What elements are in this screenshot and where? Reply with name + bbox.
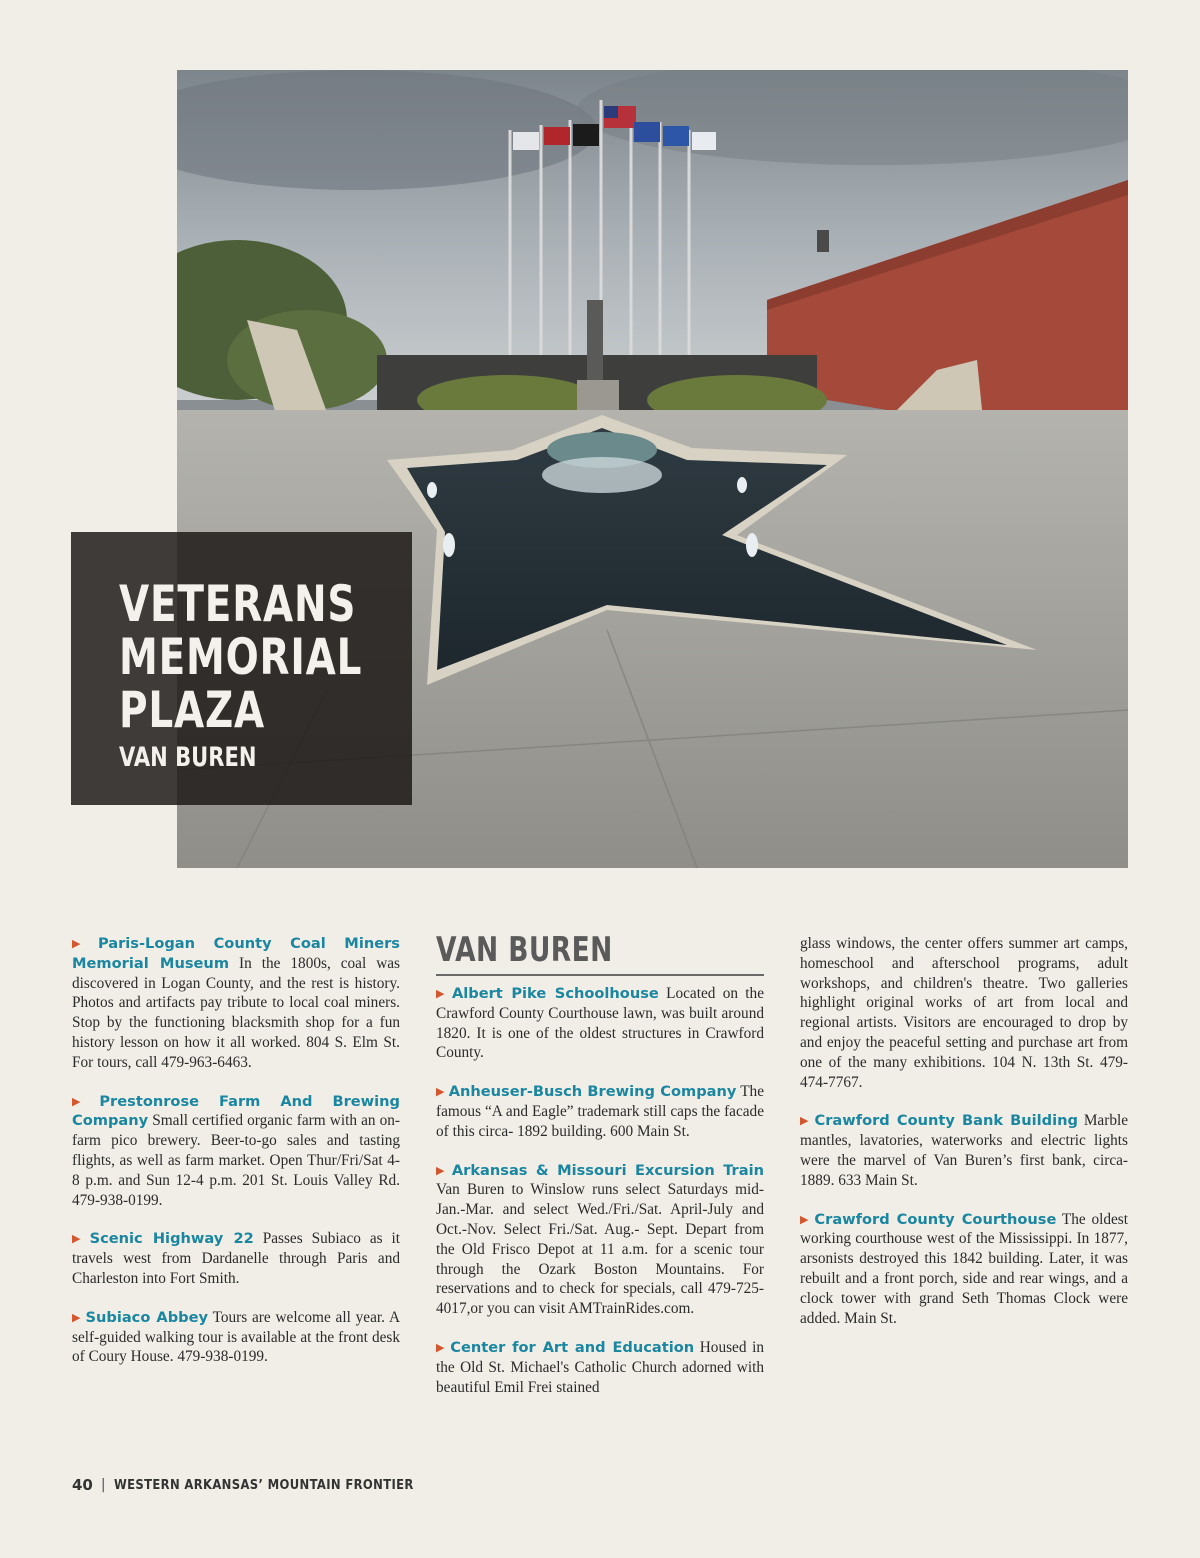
section-heading bbox=[436, 930, 764, 976]
entry-name: Scenic Highway 22 bbox=[89, 1230, 254, 1248]
entry-text: The oldest working courthouse west of the Mississippi. In 1877, arsonists destroyed this 1842 building. Later, it was rebuilt and a front porch, side and rear wings, and a clock tower with grand Seth Thomas Clock were added. Main St. bbox=[800, 1210, 1128, 1327]
arrow-icon: ▶ bbox=[72, 1310, 82, 1324]
entry-text: glass windows, the center offers summer art camps, homeschool and afterschool programs, adult workshops, and children's theatre. Two galleries highlight original works of art from local and regional artists. Visitors are encouraged to drop by and enjoy the peaceful setting and purchase art from one of the many exhibitions. 104 N. 13th St. 479-474-7767. bbox=[800, 935, 1128, 1091]
entry-text: Marble mantles, lavatories, waterworks and electric lights were the marvel of Van Buren’s first bank, circa-1889. 633 Main St. bbox=[800, 1112, 1129, 1189]
page-footer bbox=[72, 1476, 462, 1494]
entry-name: Paris-Logan County Coal Miners Memorial Museum bbox=[72, 935, 400, 972]
feature-subtitle: VAN BUREN bbox=[119, 742, 257, 773]
continued-text bbox=[800, 934, 1128, 1092]
list-item bbox=[436, 1082, 764, 1141]
feature-title: VETERANS MEMORIAL PLAZA bbox=[119, 575, 363, 739]
arrow-icon: ▶ bbox=[436, 1340, 447, 1354]
entry-name: Center for Art and Education bbox=[450, 1338, 695, 1356]
arrow-icon: ▶ bbox=[800, 1212, 811, 1226]
footer-separator: | bbox=[100, 1477, 106, 1493]
arrow-icon: ▶ bbox=[72, 937, 94, 950]
entry-text: Passes Subiaco as it travels west from Dardanelle through Paris and Charleston into Fort Smith. bbox=[72, 1230, 400, 1287]
entry-text: Located on the Crawford County Courthouse lawn, was built around 1820. It is one of the oldest structures in Crawford County. bbox=[436, 985, 764, 1062]
section-heading-text: VAN BUREN bbox=[436, 930, 613, 970]
arrow-icon: ▶ bbox=[72, 1094, 96, 1108]
column-3 bbox=[800, 934, 1128, 1347]
arrow-icon: ▶ bbox=[436, 987, 448, 1000]
list-item bbox=[72, 1092, 400, 1211]
title-overlay bbox=[71, 532, 412, 805]
list-item bbox=[72, 934, 400, 1073]
list-item bbox=[436, 1338, 764, 1397]
entry-name: Crawford County Bank Building bbox=[814, 1112, 1078, 1130]
list-item bbox=[800, 1111, 1128, 1190]
list-item bbox=[800, 1210, 1128, 1329]
arrow-icon: ▶ bbox=[436, 1085, 445, 1099]
entry-name: Crawford County Courthouse bbox=[814, 1210, 1057, 1228]
entry-text: The famous “A and Eagle” trademark still caps the facade of this circa- 1892 building. 600 Main St. bbox=[436, 1083, 764, 1140]
entry-name: Subiaco Abbey bbox=[85, 1308, 209, 1326]
publication-name: WESTERN ARKANSAS’ MOUNTAIN FRONTIER bbox=[113, 1477, 414, 1493]
list-item bbox=[436, 1161, 764, 1319]
entry-text: Small certified organic farm with an on-farm pico brewery. Beer-to-go sales and tasting flights, as well as farm market. Open Thur/Fri/Sat 4-8 p.m. and Sun 12-4 p.m. 201 St. Louis Valley Rd. 479-938-0199. bbox=[72, 1112, 400, 1209]
entry-text: Housed in the Old St. Michael's Catholic Church adorned with beautiful Emil Frei stained bbox=[436, 1338, 764, 1396]
entry-text: Van Buren to Winslow runs select Saturdays mid-Jan.-Mar. and select Wed./Fri./Sat. April-July and Oct.-Nov. Select Fri./Sat. Aug.- Sept. Depart from the Old Frisco Depot at 11 a.m. for a scenic tour through the Ozark Boston Mountains. For reservations and to check for specials, call 479-725-4017,or you can visit AMTrainRides.com. bbox=[436, 1181, 764, 1318]
arrow-icon: ▶ bbox=[800, 1114, 811, 1128]
list-item bbox=[72, 1308, 400, 1367]
entry-name: Anheuser-Busch Brewing Company bbox=[448, 1083, 737, 1101]
list-item bbox=[72, 1229, 400, 1288]
list-item bbox=[436, 984, 764, 1063]
column-1 bbox=[72, 934, 400, 1386]
arrow-icon: ▶ bbox=[72, 1232, 86, 1246]
page-number: 40 bbox=[72, 1476, 93, 1494]
entry-text: Tours are welcome all year. A self-guided walking tour is available at the front desk of Coury House. 479-938-0199. bbox=[72, 1308, 400, 1366]
column-2 bbox=[436, 930, 764, 1416]
arrow-icon: ▶ bbox=[436, 1163, 448, 1177]
entry-name: Prestonrose Farm And Brewing Company bbox=[72, 1092, 400, 1130]
entry-name: Albert Pike Schoolhouse bbox=[451, 985, 659, 1002]
entry-text: In the 1800s, coal was discovered in Logan County, and the rest is history. Photos and artifacts pay tribute to local coal miners. Stop by the functioning blacksmith shop for a fun history lesson on how it all worked. 804 S. Elm St. For tours, call 479-963-6463. bbox=[72, 954, 400, 1071]
entry-name: Arkansas & Missouri Excursion Train bbox=[451, 1161, 764, 1179]
